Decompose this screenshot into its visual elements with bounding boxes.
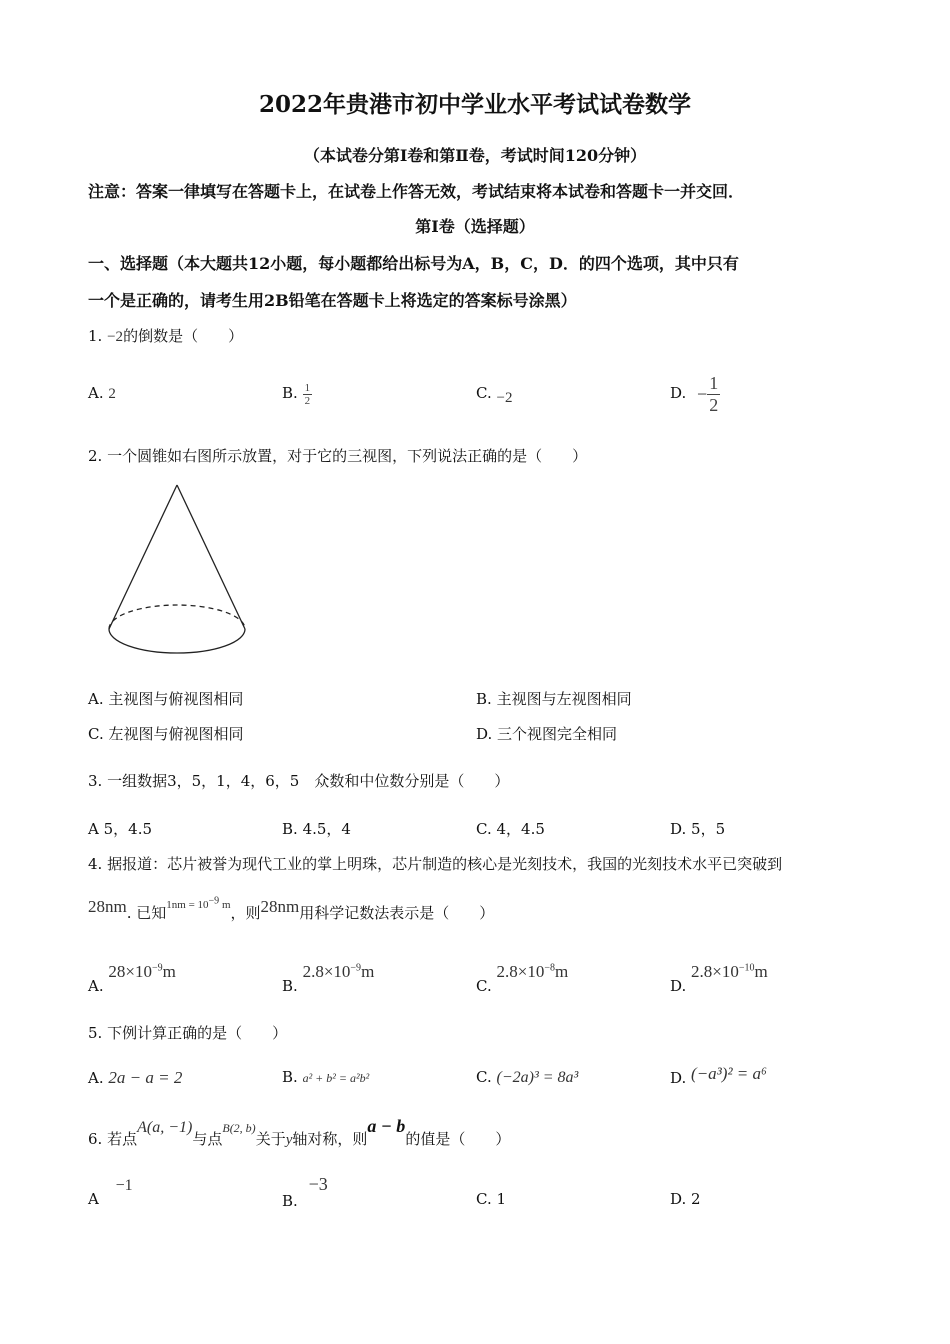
q6-text: 关于 <box>255 1130 286 1148</box>
sci-exponent: −9 <box>151 962 163 974</box>
q6-expression: a − b <box>367 1116 406 1136</box>
exam-notice: 注意：答案一律填写在答题卡上，在试卷上作答无效，考试结束将本试卷和答题卡一并交回． <box>88 182 745 201</box>
option-value: 左视图与俯视图相同 <box>108 725 244 743</box>
option-label: B. <box>282 977 298 995</box>
option-value: 5，5 <box>691 820 726 838</box>
q4-known-relation <box>166 895 231 911</box>
q5-option-c[interactable] <box>476 1068 578 1087</box>
option-value <box>303 962 375 981</box>
q6-text: 与点 <box>192 1130 223 1148</box>
option-value <box>108 962 175 981</box>
q1-option-a[interactable] <box>88 384 116 403</box>
q4-text: . 已知 <box>126 904 167 922</box>
q1-number: 1. <box>88 327 103 345</box>
q6-point-b: B(2, b) <box>222 1121 256 1135</box>
option-value: (−2a)³ = 8a³ <box>496 1069 579 1086</box>
option-label: B. <box>282 820 298 838</box>
option-label: A. <box>88 690 104 708</box>
option-label: C. <box>476 384 492 402</box>
option-label: D. <box>670 384 687 402</box>
q6-option-b[interactable] <box>282 1174 328 1210</box>
question-6 <box>88 1116 510 1156</box>
q4-text: 用科学记数法表示是（ ） <box>299 904 495 922</box>
option-value: 5，4.5 <box>103 820 153 838</box>
q6-option-c[interactable] <box>476 1190 506 1208</box>
fraction-denominator: 2 <box>709 394 719 415</box>
q3-option-a[interactable] <box>88 818 152 839</box>
question-4-line2 <box>88 895 495 938</box>
option-label: D. <box>670 1190 687 1208</box>
q6-number: 6. <box>88 1130 103 1148</box>
cone-left-edge <box>109 485 177 629</box>
option-label: D. <box>670 820 687 838</box>
question-4-line1: 4. 据报道：芯片被誉为现代工业的掌上明珠，芯片制造的核心是光刻技术，我国的光刻技术水平已突破到 <box>88 855 783 873</box>
q1-option-c[interactable] <box>476 384 513 406</box>
q6-axis: y <box>285 1132 293 1148</box>
known-unit: m <box>221 899 231 911</box>
option-value <box>497 962 569 981</box>
option-label: D. <box>670 977 687 995</box>
option-value: 三个视图完全相同 <box>497 725 618 743</box>
q2-option-d[interactable] <box>476 723 617 744</box>
q2-option-a[interactable] <box>88 688 243 709</box>
option-label: C. <box>476 1190 492 1208</box>
question-3: 3. 一组数据3，5，1，4，6，5 众数和中位数分别是（ ） <box>88 772 510 790</box>
section-heading-line1: 一、选择题（本大题共12小题，每小题都给出标号为A，B，C，D．的四个选项，其中只有 <box>88 254 739 273</box>
sci-unit: m <box>361 962 375 981</box>
q4-value-28nm: 28nm <box>88 897 127 916</box>
q5-option-b[interactable] <box>282 1068 369 1086</box>
q4-option-c[interactable] <box>476 962 569 995</box>
option-label: A. <box>88 384 104 402</box>
sci-exponent: −8 <box>544 962 555 974</box>
fraction <box>707 373 720 416</box>
option-label: B. <box>282 384 298 402</box>
option-value: −2 <box>496 390 513 406</box>
option-value: 4，4.5 <box>496 820 545 838</box>
option-label: D. <box>670 1069 687 1087</box>
q6-point-a: A(a, −1) <box>137 1119 193 1136</box>
option-label: C. <box>476 977 492 995</box>
option-label: D. <box>476 725 493 743</box>
fraction-numerator: 1 <box>709 372 719 393</box>
known-exponent: −9 <box>208 895 220 907</box>
sci-base: 2.8×10 <box>302 962 351 981</box>
option-label: C. <box>476 1068 492 1086</box>
sci-unit: m <box>162 962 176 981</box>
sci-base: 28×10 <box>108 962 152 981</box>
q1-text: 的倒数是（ ） <box>123 327 244 345</box>
option-label: A <box>88 1190 99 1208</box>
option-label: C. <box>88 725 104 743</box>
sci-base: 2.8×10 <box>691 962 739 981</box>
option-label: B. <box>476 690 492 708</box>
question-5: 5. 下例计算正确的是（ ） <box>88 1024 288 1042</box>
option-label: A. <box>88 977 104 995</box>
sci-unit: m <box>554 962 569 981</box>
q5-option-d[interactable] <box>670 1064 767 1087</box>
option-value: 主视图与左视图相同 <box>496 690 632 708</box>
option-value <box>691 962 768 981</box>
cone-right-edge <box>177 485 245 629</box>
option-value: 1 <box>496 1190 507 1208</box>
q4-option-a[interactable] <box>88 962 176 995</box>
q4-option-b[interactable] <box>282 962 375 995</box>
fraction-numerator: 1 <box>304 381 311 394</box>
option-value: −1 <box>115 1177 133 1194</box>
q1-expression: −2 <box>107 329 124 345</box>
q1-option-d[interactable] <box>670 356 720 416</box>
option-label: C. <box>476 820 492 838</box>
cone-base-hidden <box>109 605 245 629</box>
q4-text: ，则 <box>230 904 261 922</box>
option-label: A. <box>88 1069 104 1087</box>
cone-base-front <box>109 629 245 653</box>
q1-option-b[interactable] <box>282 372 312 407</box>
fraction-denominator: 2 <box>304 394 311 407</box>
option-value: (−a³)² = a⁶ <box>691 1064 767 1083</box>
q4-value-28nm: 28nm <box>260 897 300 916</box>
q6-option-d[interactable] <box>670 1190 701 1208</box>
part-title: 第Ⅰ卷（选择题） <box>415 217 535 236</box>
q6-option-a[interactable] <box>88 1176 133 1208</box>
question-1 <box>88 325 243 346</box>
option-value: a² + b² = a²b² <box>302 1071 370 1085</box>
option-value: −3 <box>308 1174 328 1194</box>
page-title: 2022年贵港市初中学业水平考试试卷数学 <box>258 91 691 118</box>
option-value: 2 <box>108 386 116 402</box>
cone-figure <box>105 480 250 660</box>
sci-exponent: −10 <box>738 962 755 974</box>
option-value: 2a − a = 2 <box>108 1068 183 1087</box>
fraction-sign: − <box>697 383 708 404</box>
option-value: 4.5，4 <box>302 820 351 838</box>
q2-option-c[interactable] <box>88 723 244 744</box>
q3-option-d[interactable] <box>670 818 725 839</box>
q3-option-c[interactable] <box>476 818 545 839</box>
question-2: 2. 一个圆锥如右图所示放置，对于它的三视图，下列说法正确的是（ ） <box>88 447 588 465</box>
q6-text: 轴对称，则 <box>292 1130 368 1148</box>
option-value: 2 <box>691 1190 701 1208</box>
option-value: 主视图与俯视图相同 <box>108 690 244 708</box>
q6-text: 若点 <box>107 1130 138 1148</box>
q3-option-b[interactable] <box>282 818 351 839</box>
sci-exponent: −9 <box>350 962 362 974</box>
section-heading-line2: 一个是正确的，请考生用2B铅笔在答题卡上将选定的答案标号涂黑） <box>88 291 577 310</box>
known-base: 1nm = 10 <box>166 899 209 911</box>
sci-unit: m <box>754 962 768 981</box>
q5-option-a[interactable] <box>88 1068 182 1088</box>
q2-option-b[interactable] <box>476 688 632 709</box>
q4-option-d[interactable] <box>670 962 768 995</box>
fraction <box>303 382 313 407</box>
option-label: A <box>88 820 99 838</box>
option-label: B. <box>282 1192 298 1210</box>
q6-text: 的值是（ ） <box>405 1130 511 1148</box>
option-label: B. <box>282 1068 298 1086</box>
exam-subtitle: （本试卷分第Ⅰ卷和第Ⅱ卷，考试时间120分钟） <box>303 146 647 165</box>
sci-base: 2.8×10 <box>496 962 545 981</box>
